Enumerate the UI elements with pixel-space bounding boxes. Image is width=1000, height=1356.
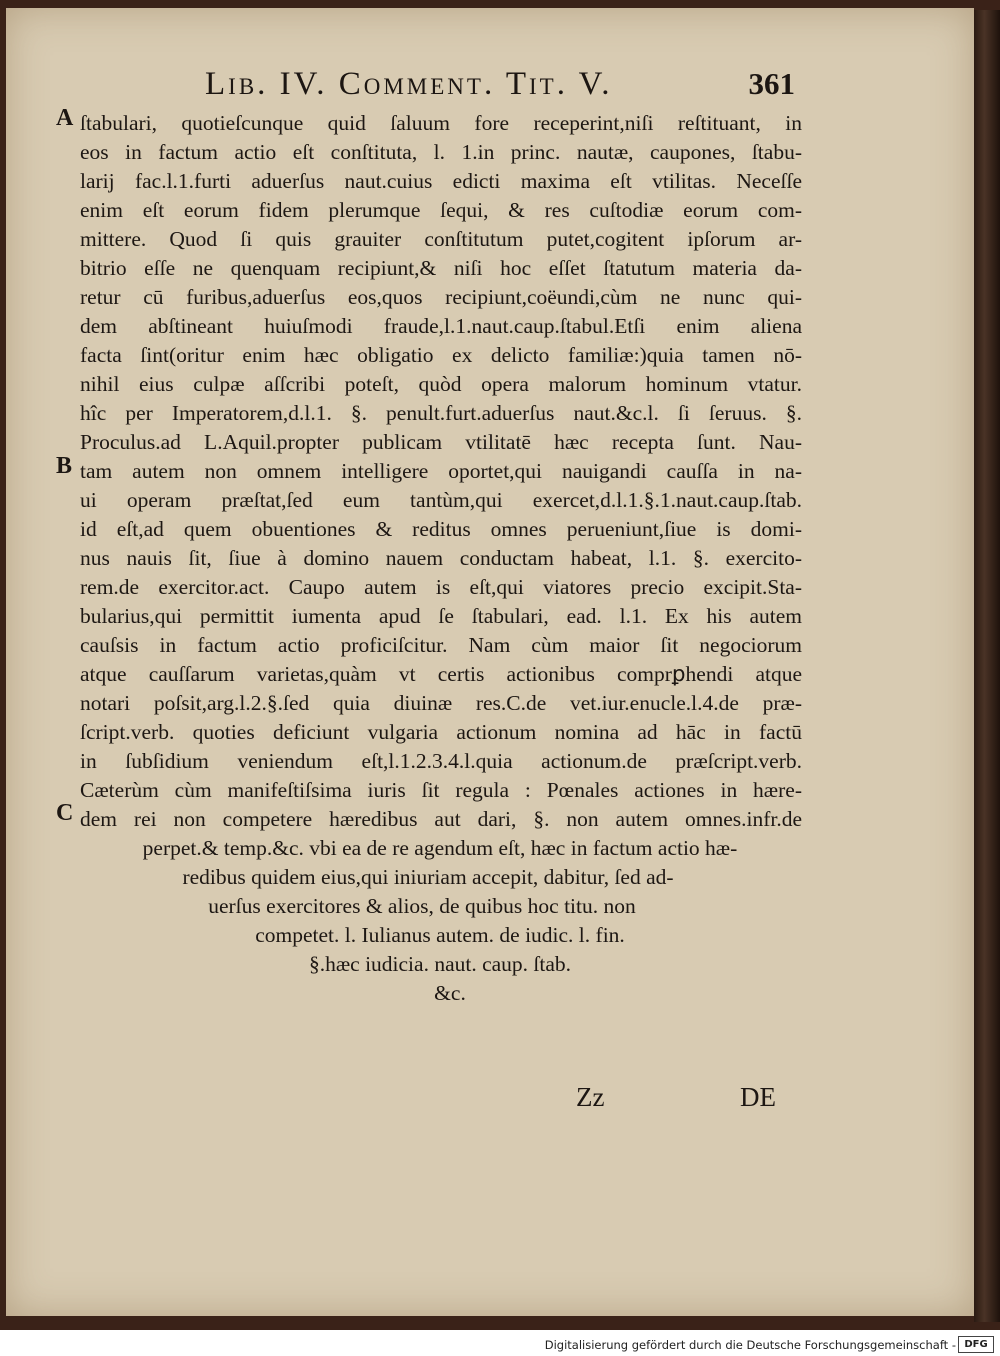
page-header [205, 66, 795, 110]
text-line: hîc per Imperatorem,d.l.1. §. penult.furt.aduerſus naut.&c.l. ſi ſeruus. §. [80, 401, 802, 425]
text-line: §.hæc iudicia. naut. caup. ſtab. [308, 952, 572, 976]
text-line: enim eſt eorum fidem plerumque ſequi, & res cuſtodiæ eorum com- [80, 198, 802, 222]
text-line: nihil eius culpæ aſſcribi poteſt, quòd opera malorum hominum vtatur. [80, 372, 802, 396]
text-line: mittere. Quod ſi quis grauiter conſtitutum putet,cogitent ipſorum ar- [80, 227, 802, 251]
digitization-footer [0, 1330, 1000, 1356]
margin-letter-a: A [56, 105, 74, 131]
text-line: bularius,qui permittit iumenta apud ſe ſtabulari, ead. l.1. Ex his autem [80, 604, 802, 628]
text-line: in ſubſidium veniendum eſt,l.1.2.3.4.l.quia actionum.de præſcript.verb. [80, 749, 802, 773]
text-line: atque cauſſarum varietas,quàm vt certis actionibus comprꝑhendi atque [80, 662, 802, 686]
text-line: notari poſsit,arg.l.2.§.ſed quia diuinæ res.C.de vet.iur.enucle.l.4.de præ- [80, 691, 802, 715]
signature-mark: Zz [576, 1082, 605, 1112]
text-line: Proculus.ad L.Aquil.propter publicam vtilitatē hæc recepta ſunt. Nau- [80, 430, 802, 454]
text-line: ſtabulari, quotieſcunque quid ſaluum fore receperint,niſi reſtituant, in [80, 111, 802, 135]
text-line: ſcript.verb. quoties deficiunt vulgaria actionum nomina ad hāc in factū [80, 720, 802, 744]
text-line: larij fac.l.1.furti aduerſus naut.cuius edicti maxima eſt vtilitas. Neceſſe [80, 169, 802, 193]
text-line: dem abſtineant huiuſmodi fraude,l.1.naut.caup.ſtabul.Etſi enim aliena [80, 314, 802, 338]
text-line: retur cū furibus,aduerſus eos,quos recipiunt,coëundi,cùm ne nunc qui- [80, 285, 802, 309]
running-head: Lib. IV. Comment. Tit. V. [205, 66, 613, 102]
text-line: &c. [434, 981, 466, 1005]
text-line: competet. l. Iulianus autem. de iudic. l. fin. [255, 923, 625, 947]
catchword: DE [740, 1082, 776, 1112]
book-edge [974, 10, 1000, 1322]
text-line: uerſus exercitores & alios, de quibus hoc titu. non [208, 894, 636, 918]
text-line: eos in factum actio eſt conſtituta, l. 1.in princ. nautæ, caupones, ſtabu- [80, 140, 802, 164]
text-line: bitrio eſſe ne quenquam recipiunt,& niſi hoc eſſet ſtatutum materia da- [80, 256, 802, 280]
text-line: Cæterùm cùm manifeſtiſsima iuris ſit regula : Pœnales actiones in hære- [80, 778, 802, 802]
text-line: cauſsis in factum actio proficiſcitur. Nam cùm maior ſit negociorum [80, 633, 802, 657]
text-line: tam autem non omnem intelligere oportet,qui nauigandi cauſſa in na- [80, 459, 802, 483]
catchword-row [0, 1082, 1000, 1122]
text-line: facta ſint(oritur enim hæc obligatio ex delicto familiæ:)quia tamen nō- [80, 343, 802, 367]
footer-credit: Digitalisierung gefördert durch die Deutsche Forschungsgemeinschaft - [544, 1338, 956, 1352]
margin-letter-b: B [56, 453, 73, 479]
margin-letter-c: C [56, 800, 74, 826]
dfg-logo-icon: DFG [958, 1336, 994, 1353]
text-line: nus nauis ſit, ſiue à domino nauem conductam habeat, l.1. §. exercito- [80, 546, 802, 570]
text-line: id eſt,ad quem obuentiones & reditus omnes perueniunt,ſiue is domi- [80, 517, 802, 541]
text-line: perpet.& temp.&c. vbi ea de re agendum eſt, hæc in factum actio hæ- [142, 836, 738, 860]
page-number: 361 [748, 66, 795, 101]
text-line: rem.de exercitor.act. Caupo autem is eſt,qui viatores precio excipit.Sta- [80, 575, 802, 599]
text-line: dem rei non competere hæredibus aut dari, §. non autem omnes.infr.de [80, 807, 802, 831]
text-line: ui operam præſtat,ſed eum tantùm,qui exercet,d.l.1.§.1.naut.caup.ſtab. [80, 488, 802, 512]
text-line: redibus quidem eius,qui iniuriam accepit, dabitur, ſed ad- [182, 865, 674, 889]
